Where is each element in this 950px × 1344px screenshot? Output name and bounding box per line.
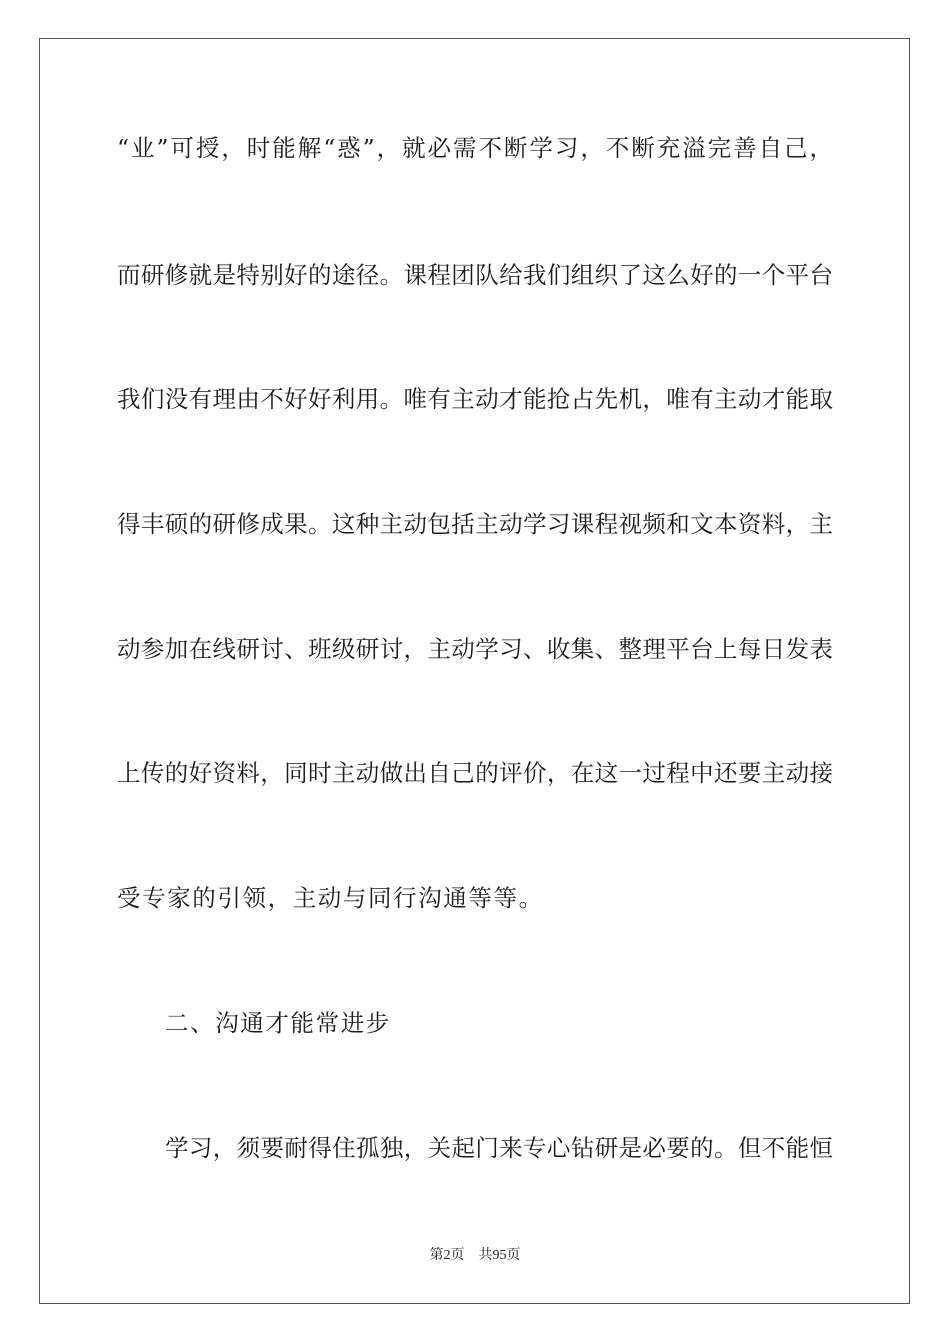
page-border [39,38,910,1304]
page-number: 第2页 [429,1248,465,1263]
body-text-line-8: 学习，须要耐得住孤独，关起门来专心钻研是必要的。但不能恒 [165,1134,833,1162]
body-text-line-3: 我们没有理由不好好利用。唯有主动才能抢占先机，唯有主动才能取 [117,385,833,413]
section-heading: 二、沟通才能常进步 [165,1009,391,1037]
body-text-line-5: 动参加在线研讨、班级研讨，主动学习、收集、整理平台上每日发表 [117,635,833,663]
body-text-line-1: “业”可授，时能解“惑”，就必需不断学习，不断充溢完善自己， [117,134,833,162]
body-text-line-2: 而研修就是特别好的途径。课程团队给我们组织了这么好的一个平台 [117,261,833,289]
body-text-line-6: 上传的好资料，同时主动做出自己的评价，在这一过程中还要主动接 [117,759,833,787]
body-text-line-4: 得丰硕的研修成果。这种主动包括主动学习课程视频和文本资料，主 [117,510,833,538]
body-text-line-7: 受专家的引领，主动与同行沟通等等。 [117,884,544,912]
page-footer [0,1247,950,1265]
total-pages: 共95页 [478,1248,521,1263]
